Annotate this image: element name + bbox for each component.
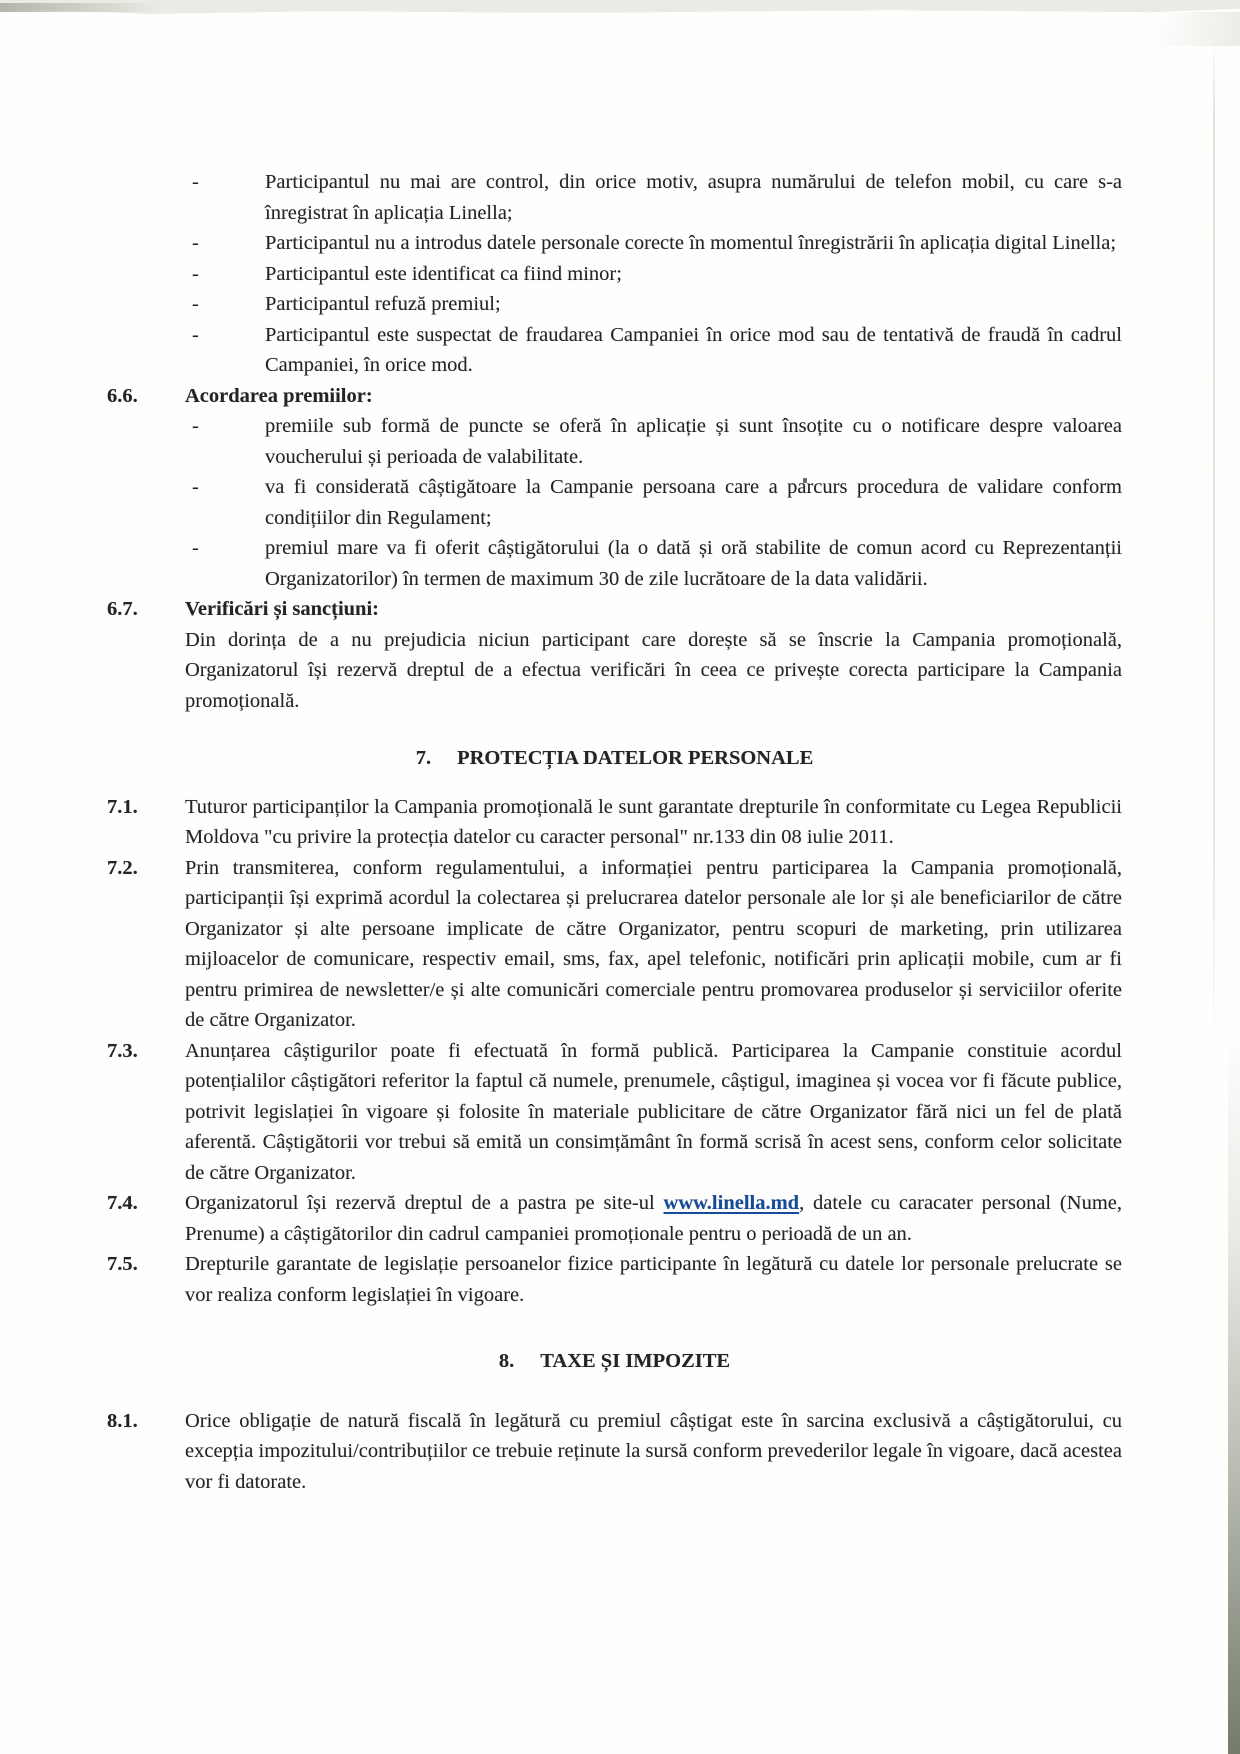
clause-7-3: [107, 1036, 1122, 1189]
clause-paragraph: Tuturor participanților la Campania promoțională le sunt garantate drepturile în conformitate cu Legea Republicii Moldova "cu privire la protecția datelor cu caracter personal" nr.133 din 08 iulie 2011.: [185, 795, 1122, 848]
bullet-dash-icon: -: [192, 293, 199, 315]
clause-number: 8.1.: [107, 1409, 138, 1432]
clause-title: Verificări și sancțiuni:: [185, 598, 379, 620]
list-item: [107, 472, 1122, 533]
clause-paragraph: [185, 1188, 1122, 1249]
document-content: [107, 167, 1122, 1497]
clause-7-4: [107, 1188, 1122, 1249]
bullet-text: Participantul este suspectat de fraudarea Campaniei în orice mod sau de tentativă de fraudă în cadrul Campaniei, în orice mod.: [265, 323, 1122, 376]
list-item: [107, 259, 1122, 290]
clause-number: 6.7.: [107, 598, 138, 620]
section-8-heading: [107, 1346, 1122, 1377]
section-title: TAXE ȘI IMPOZITE: [540, 1350, 731, 1372]
scan-smudge-top-left: [0, 3, 160, 12]
text-before-link: Organizatorul își rezervă dreptul de a pastra pe site-ul: [185, 1192, 664, 1214]
text-after-link: , datele cu caracater personal (Nume, Prenume) a câștigătorilor din cadrul campaniei promoționale pentru o perioadă de un an.: [185, 1192, 1122, 1245]
clause-paragraph: Din dorința de a nu prejudicia niciun participant care dorește să se înscrie la Campania promoțională, Organizatorul își rezervă dreptul de a efectua verificări în ceea ce privește corecta participare la Campania promoțională.: [185, 628, 1122, 712]
section-number: 7.: [415, 747, 432, 769]
clause-paragraph: Orice obligație de natură fiscală în legătură cu premiul câștigat este în sarcina exclusivă a câștigătorului, cu excepția impozitului/contribuțiilor ce trebuie reținute la sursă conform prevederilor legale în vigoare, dacă acestea vor fi datorate.: [185, 1409, 1122, 1493]
page-edge-line-right: [1213, 40, 1215, 1050]
disqualification-bullet-list: [107, 167, 1122, 381]
bullet-text: Participantul este identificat ca fiind minor;: [265, 262, 622, 285]
section-number: 8.: [498, 1350, 515, 1372]
bullet-text: premiul mare va fi oferit câștigătorului (la o dată și oră stabilite de comun acord cu Reprezentanții Organizatorilor) în termen de maximum 30 de zile lucrătoare de la data validării.: [265, 537, 1122, 590]
bullet-dash-icon: -: [192, 537, 199, 559]
bullet-dash-icon: -: [192, 232, 199, 254]
clause-number: 7.5.: [107, 1253, 138, 1275]
clause-paragraph: Prin transmiterea, conform regulamentului, a informației pentru participarea la Campania promoțională, participanții își exprimă acordul la colectarea și prelucrarea datelor personale ale lor și ale beneficiarilor de către Organizator și alte persoane implicate de către Organizator, pentru scopuri de marketing, prin utilizarea mijloacelor de comunicare, respectiv email, sms, fax, apel telefonic, notificări prin aplicații mobile, cum ar fi pentru primirea de newsletter/e și alte comunicări comerciale pentru promovarea produselor și serviciilor oferite de către Organizator.: [185, 856, 1122, 1031]
clause-paragraph: Anunțarea câștigurilor poate fi efectuată în formă publică. Participarea la Campanie constituie acordul potențialilor câștigători referitor la faptul că numele, prenumele, câștigul, imaginea și vocea vor fi făcute publice, potrivit legislației în vigoare și folosite în materiale publicitare de către Organizator fără nici un fel de plată aferentă. Câștigătorii vor trebui să emită un consimțământ în formă scrisă în acest sens, conform celor solicitate de către Organizator.: [185, 1039, 1122, 1184]
list-item: [107, 411, 1122, 472]
list-item: [107, 320, 1122, 381]
clause-paragraph: Drepturile garantate de legislație persoanelor fizice participante în legătură cu datele lor personale prelucrate se vor realiza conform legislației în vigoare.: [185, 1253, 1122, 1306]
clause-6-6: [107, 381, 1122, 412]
bullet-dash-icon: -: [192, 171, 199, 193]
clause-6-6-bullet-list: [107, 411, 1122, 594]
list-item: [107, 228, 1122, 259]
clause-7-1: [107, 792, 1122, 853]
bullet-dash-icon: -: [192, 262, 199, 285]
scan-shadow-bottom-right: [1228, 1030, 1240, 1754]
clause-6-7-body: [107, 625, 1122, 717]
linella-website-link[interactable]: www.linella.md: [663, 1192, 800, 1214]
bullet-dash-icon: -: [192, 323, 199, 346]
scan-edge-top: [0, 0, 1240, 17]
list-item: [107, 533, 1122, 594]
list-item: [107, 167, 1122, 228]
bullet-text: premiile sub formă de puncte se oferă în aplicație și sunt însoțite cu o notificare despre valoarea voucherului și perioada de valabilitate.: [265, 415, 1122, 468]
scan-corner-top-right: [1100, 12, 1240, 46]
clause-8-1: [107, 1406, 1122, 1498]
clause-number: 7.3.: [107, 1039, 138, 1062]
bullet-dash-icon: -: [192, 476, 199, 498]
clause-7-2: [107, 853, 1122, 1036]
clause-title: Acordarea premiilor:: [185, 384, 373, 407]
bullet-dash-icon: -: [192, 415, 199, 437]
list-item: [107, 289, 1122, 320]
bullet-text: Participantul refuză premiul;: [265, 293, 501, 315]
clause-number: 7.4.: [107, 1192, 138, 1214]
clause-number: 7.1.: [107, 795, 138, 818]
clause-6-7: [107, 594, 1122, 625]
section-7-heading: [107, 743, 1122, 774]
clause-7-5: [107, 1249, 1122, 1310]
section-title: PROTECȚIA DATELOR PERSONALE: [457, 747, 814, 769]
clause-number: 7.2.: [107, 856, 138, 879]
bullet-text: Participantul nu a introdus datele personale corecte în momentul înregistrării în aplicația digital Linella;: [265, 232, 1117, 254]
bullet-text: va fi considerată câștigătoare la Campanie persoana care a parcurs procedura de validare conform condițiilor din Regulament;: [265, 476, 1122, 529]
clause-number: 6.6.: [107, 384, 138, 407]
bullet-text: Participantul nu mai are control, din orice motiv, asupra numărului de telefon mobil, cu care s-a înregistrat în aplicația Linella;: [265, 171, 1122, 224]
